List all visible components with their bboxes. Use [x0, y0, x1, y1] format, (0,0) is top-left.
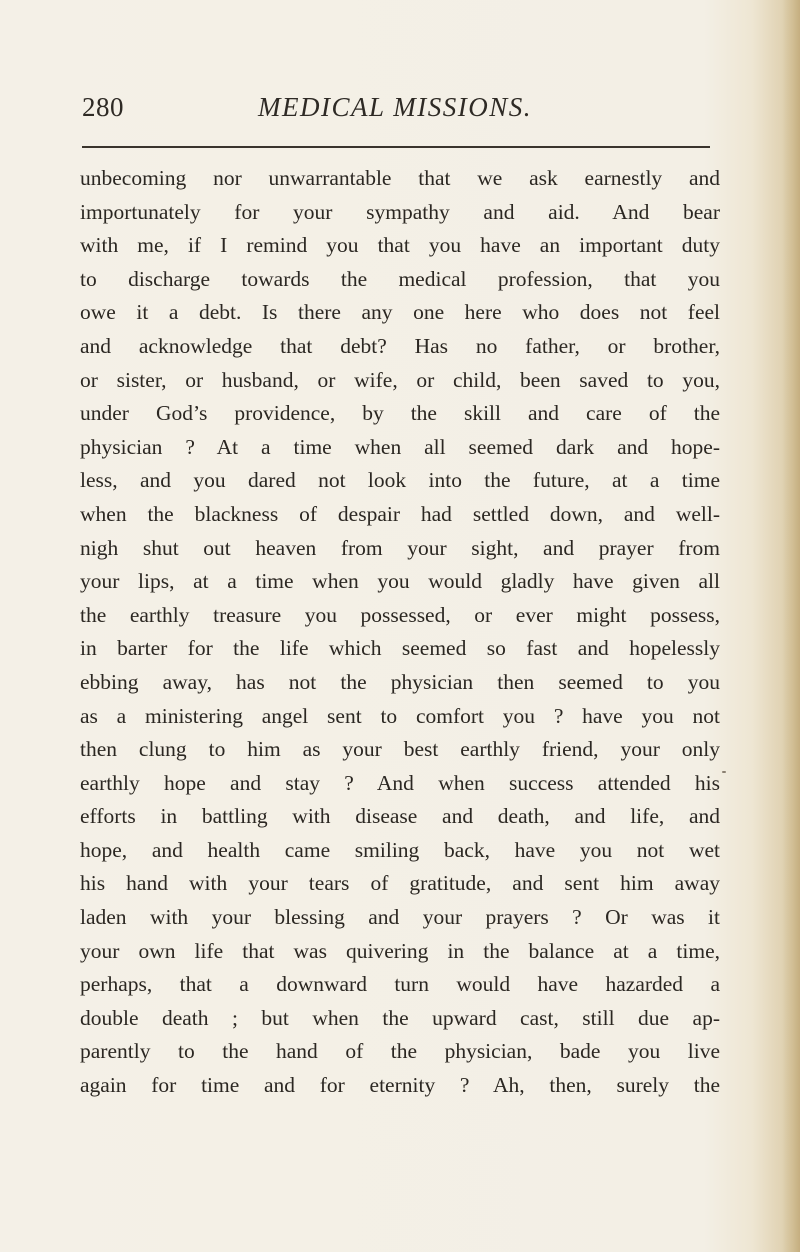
text-line: to discharge towards the medical profession, that you — [80, 266, 720, 291]
text-line: efforts in battling with disease and death, and life, and — [80, 804, 720, 829]
page-header — [82, 92, 712, 132]
text-line: laden with your blessing and your prayers ? Or was it — [80, 905, 720, 930]
text-line: or sister, or husband, or wife, or child, been saved to you, — [80, 367, 720, 392]
text-line: your own life that was quivering in the balance at a time, — [80, 938, 720, 963]
text-line: in barter for the life which seemed so fast and hopelessly — [80, 636, 720, 661]
text-line: the earthly treasure you possessed, or ever might possess, — [80, 602, 720, 627]
text-line: owe it a debt. Is there any one here who does not feel — [80, 300, 720, 325]
text-line: less, and you dared not look into the future, at a time — [80, 468, 720, 493]
text-line: ebbing away, has not the physician then seemed to you — [80, 669, 720, 694]
text-line: then clung to him as your best earthly friend, your only — [80, 737, 720, 762]
text-line: physician ? At a time when all seemed dark and hope- — [80, 434, 720, 459]
text-line: importunately for your sympathy and aid. And bear — [80, 199, 720, 224]
text-line: unbecoming nor unwarrantable that we ask earnestly and — [80, 166, 720, 190]
text-line: and acknowledge that debt? Has no father, or brother, — [80, 333, 720, 358]
text-line: perhaps, that a downward turn would have hazarded a — [80, 972, 720, 997]
text-line: again for time and for eternity ? Ah, then, surely the — [80, 1073, 720, 1098]
text-line: hope, and health came smiling back, have you not wet — [80, 837, 720, 862]
text-line: parently to the hand of the physician, bade you live — [80, 1039, 720, 1064]
page-number: 280 — [82, 92, 124, 122]
text-line: double death ; but when the upward cast, still due ap- — [80, 1005, 720, 1030]
text-line: his hand with your tears of gratitude, and sent him away — [80, 871, 720, 896]
text-line: earthly hope and stay ? And when success attended his — [80, 770, 720, 795]
text-line: nigh shut out heaven from your sight, and prayer from — [80, 535, 720, 560]
page-edge-shadow — [782, 0, 800, 1252]
text-line: under God’s providence, by the skill and care of the — [80, 401, 720, 426]
running-title: MEDICAL MISSIONS. — [258, 92, 532, 122]
body-paragraph — [80, 162, 720, 1103]
print-speck — [722, 771, 726, 773]
text-line: as a ministering angel sent to comfort you ? have you not — [80, 703, 720, 728]
text-line: when the blackness of despair had settled down, and well- — [80, 501, 720, 526]
header-rule — [82, 146, 710, 148]
text-line: with me, if I remind you that you have an important duty — [80, 233, 720, 258]
text-line: your lips, at a time when you would gladly have given all — [80, 569, 720, 594]
